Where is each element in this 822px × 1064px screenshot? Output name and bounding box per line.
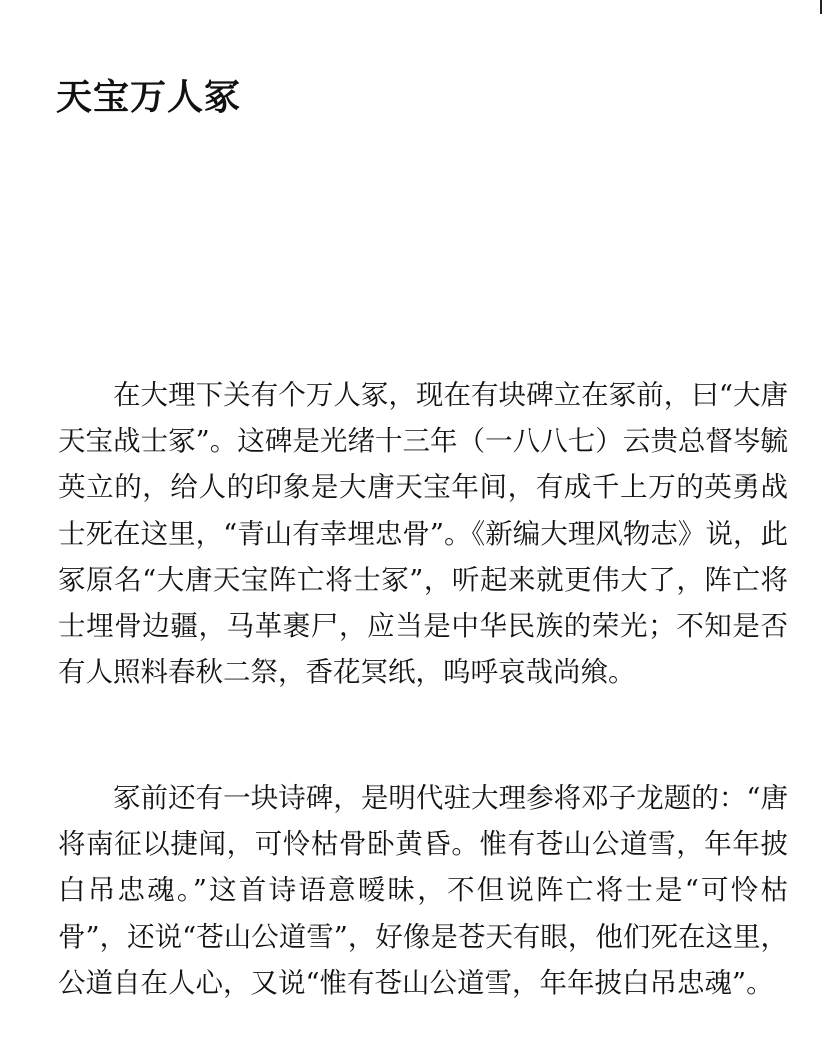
body-paragraph-2: 冢前还有一块诗碑，是明代驻大理参将邓子龙题的：“唐将南征以捷闻，可怜枯骨卧黄昏。惟有苍山公道雪，年年披白吊忠魂。”这首诗语意暧昧，不但说阵亡将士是“可怜枯骨”，还说“苍山公道雪”，好像是苍天有眼，他们死在这里，公道自在人心，又说“惟有苍山公道雪，年年披白吊忠魂”。	[58, 782, 788, 999]
article-title: 天宝万人冢	[56, 77, 242, 119]
body-paragraph-1: 在大理下关有个万人冢，现在有块碑立在冢前，曰“大唐天宝战士冢”。这碑是光绪十三年（一八八七）云贵总督岑毓英立的，给人的印象是大唐天宝年间，有成千上万的英勇战士死在这里，“青山有幸埋忠骨”。《新编大理风物志》说，此冢原名“大唐天宝阵亡将士冢”，听起来就更伟大了，阵亡将士埋骨边疆，马革裹尸，应当是中华民族的荣光；不知是否有人照料春秋二祭，香花冥纸，呜呼哀哉尚飨。	[58, 379, 788, 689]
